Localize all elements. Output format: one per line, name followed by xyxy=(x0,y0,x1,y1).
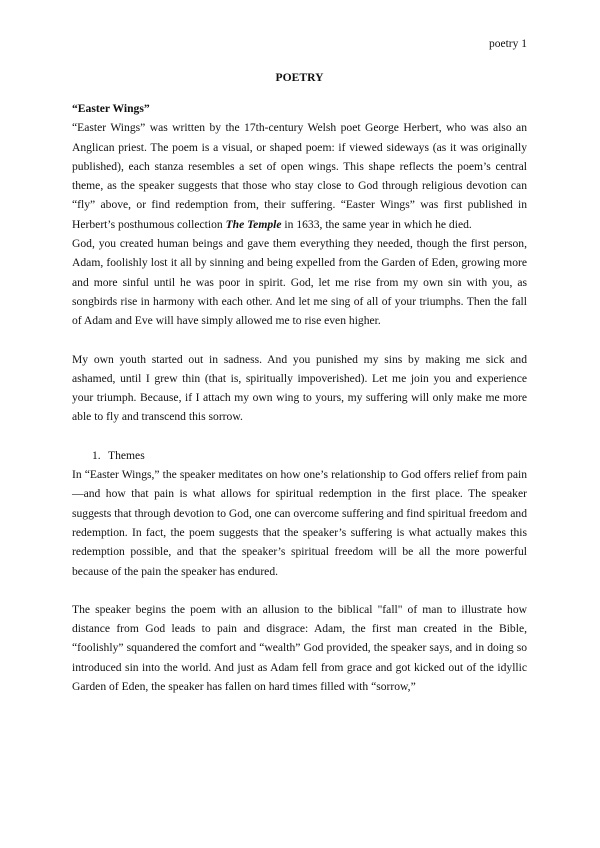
paragraph-intro xyxy=(72,118,527,234)
paragraph-intro-text-b: in 1633, the same year in which he died. xyxy=(281,217,472,231)
list-number: 1. xyxy=(92,448,101,462)
paragraph-intro-text-a: “Easter Wings” was written by the 17th-century Welsh poet George Herbert, who was also an Anglican priest. The poem is a visual, or shaped poem: if viewed sideways (as it was originally published), each stanza resembles a set of open wings. This shape reflects the poem’s central theme, as the speaker suggests that those who stay close to God through religious devotion can “fly” above, or find redemption from, their suffering. “Easter Wings” was first published in Herbert’s posthumous collection xyxy=(72,121,527,231)
paragraph-analysis: The speaker begins the poem with an allusion to the biblical "fall" of man to illustrate how distance from God leads to pain and disgrace: Adam, the first man created in the Bible, “foolishly” squandered the comfort and “wealth” God provided, the speaker says, and in doing so introduced sin into the world. And just as Adam fell from grace and got kicked out of the idyllic Garden of Eden, the speaker has fallen on hard times filled with “sorrow,” xyxy=(72,602,527,694)
paragraph-paraphrase-1: God, you created human beings and gave them everything they needed, though the first person, Adam, foolishly lost it all by sinning and being expelled from the Garden of Eden, growing more and more sinful until he was poor in spirit. God, let me rise from my own sin with you, as songbirds rise in harmony with each other. And let me sing of all of your triumphs. Then the fall of Adam and Eve will have simply allowed me to rise even higher. xyxy=(72,237,527,328)
running-head: poetry 1 xyxy=(488,38,527,50)
paragraph-themes: In “Easter Wings,” the speaker meditates on how one’s relationship to God offers relief from pain—and how that pain is what allows for spiritual redemption in the first place. The speaker suggests that through devotion to God, one can overcome suffering and find spiritual freedom and redemption. In fact, the poem suggests that the speaker’s suffering is what actually makes this redemption possible, and that the speaker’s spiritual freedom will be all the more powerful because of the pain the speaker has endured. xyxy=(72,468,527,578)
paragraph-paraphrase-2: My own youth started out in sadness. And you punished my sins by making me sick and ashamed, until I grew thin (that is, spiritually impoverished). Let me join you and experience your triumph. Because, if I attach my own wing to yours, my suffering will only make me more able to fly and transcend this sorrow. xyxy=(72,352,527,424)
page-title: POETRY xyxy=(275,71,324,84)
document-body xyxy=(72,68,527,696)
list-item-themes xyxy=(72,446,527,465)
list-label: Themes xyxy=(108,448,145,462)
section-heading: “Easter Wings” xyxy=(72,102,150,115)
book-title: The Temple xyxy=(225,217,282,231)
